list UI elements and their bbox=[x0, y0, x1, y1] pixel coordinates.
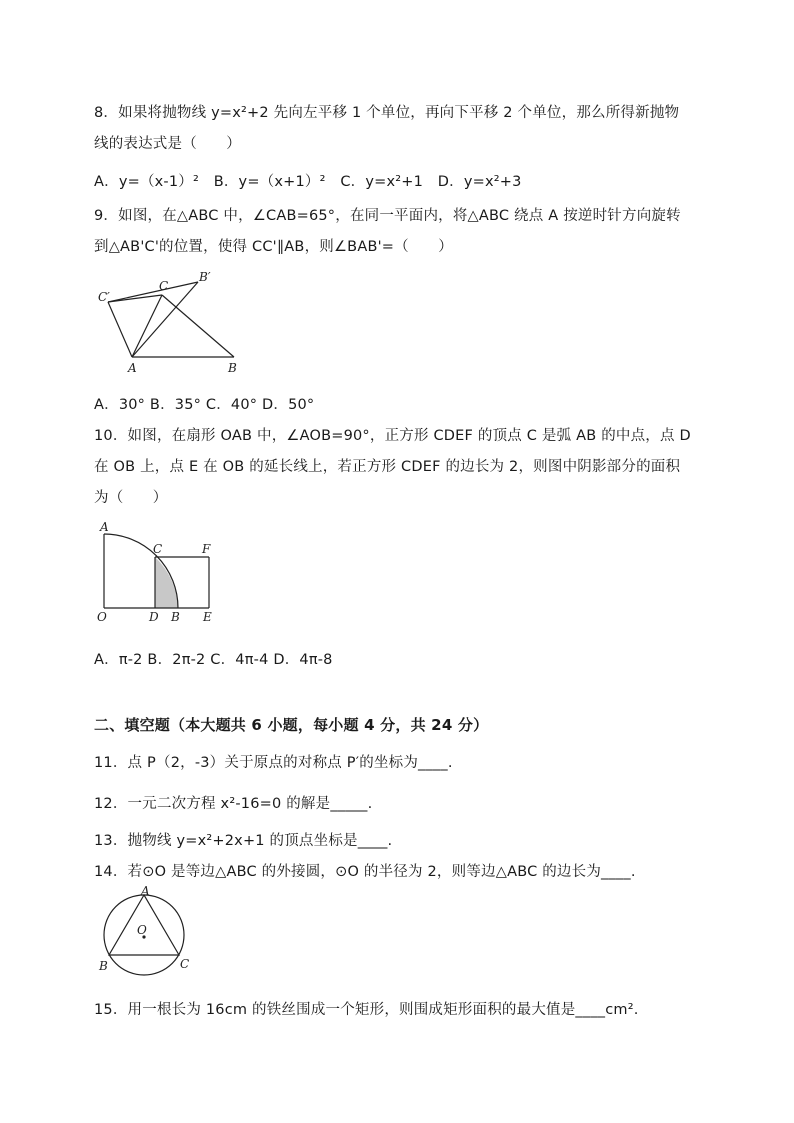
q10-label-c: C bbox=[153, 542, 163, 556]
q8-options: A．y=（x-1）² B．y=（x+1）² C．y=x²+1 D．y=x²+3 bbox=[94, 174, 522, 190]
q12-text: 12．一元二次方程 x²-16=0 的解是_____. bbox=[94, 796, 373, 812]
q14-figure bbox=[94, 884, 194, 976]
q14-text: 14．若⊙O 是等边△ABC 的外接圆，⊙O 的半径为 2，则等边△ABC 的边长为____. bbox=[94, 864, 636, 880]
q10-line-3: 为（ ） bbox=[94, 490, 168, 506]
q9-figure bbox=[92, 268, 247, 380]
q10-label-d: D bbox=[149, 610, 159, 624]
q9-label-b: B bbox=[228, 361, 237, 375]
q9-line-1: 9．如图，在△ABC 中，∠CAB=65°，在同一平面内，将△ABC 绕点 A 按逆时针方向旋转 bbox=[94, 208, 681, 224]
q13-text: 13．抛物线 y=x²+2x+1 的顶点坐标是____. bbox=[94, 833, 393, 849]
q14-label-a: A bbox=[141, 884, 150, 898]
q9-options: A．30° B．35° C．40° D．50° bbox=[94, 397, 315, 413]
section-2-title: 二、填空题（本大题共 6 小题，每小题 4 分，共 24 分） bbox=[94, 716, 489, 734]
q14-label-o: O bbox=[137, 923, 147, 937]
q9-segment-cb bbox=[162, 295, 234, 357]
q8-line-2: 线的表达式是（ ） bbox=[94, 136, 241, 152]
q15-text: 15．用一根长为 16cm 的铁丝围成一个矩形，则围成矩形面积的最大值是____cm². bbox=[94, 1002, 639, 1018]
q14-label-b: B bbox=[99, 959, 108, 973]
q9-segment-ab1 bbox=[132, 282, 198, 357]
q10-line-1: 10．如图，在扇形 OAB 中，∠AOB=90°，正方形 CDEF 的顶点 C 是弧 AB 的中点，点 D bbox=[94, 428, 691, 444]
q9-segment-c1b1 bbox=[108, 282, 198, 302]
q14-label-c: C bbox=[180, 957, 190, 971]
q9-segment-c1a bbox=[108, 302, 132, 357]
q9-label-b-prime: B′ bbox=[199, 270, 211, 284]
q9-segment-ca bbox=[132, 295, 162, 357]
q8-line-1: 8．如果将抛物线 y=x²+2 先向左平移 1 个单位，再向下平移 2 个单位，那么所得新抛物 bbox=[94, 105, 680, 121]
q10-shaded-region bbox=[155, 557, 178, 608]
q10-figure bbox=[94, 518, 224, 626]
q10-options: A．π-2 B．2π-2 C．4π-4 D．4π-8 bbox=[94, 652, 333, 668]
q10-line-2: 在 OB 上，点 E 在 OB 的延长线上，若正方形 CDEF 的边长为 2，则图中阴影部分的面积 bbox=[94, 459, 681, 475]
q10-label-b: B bbox=[171, 610, 180, 624]
q10-label-a: A bbox=[100, 520, 109, 534]
q10-label-f: F bbox=[202, 542, 211, 556]
q9-label-c-prime: C′ bbox=[98, 290, 110, 304]
q9-label-a: A bbox=[128, 361, 137, 375]
q9-line-2: 到△AB'C'的位置，使得 CC'∥AB，则∠BAB'=（ ） bbox=[94, 239, 453, 255]
q11-text: 11．点 P（2，-3）关于原点的对称点 P′的坐标为____. bbox=[94, 755, 453, 771]
q9-label-c: C bbox=[159, 279, 169, 293]
q10-label-e: E bbox=[203, 610, 212, 624]
q10-label-o: O bbox=[97, 610, 107, 624]
